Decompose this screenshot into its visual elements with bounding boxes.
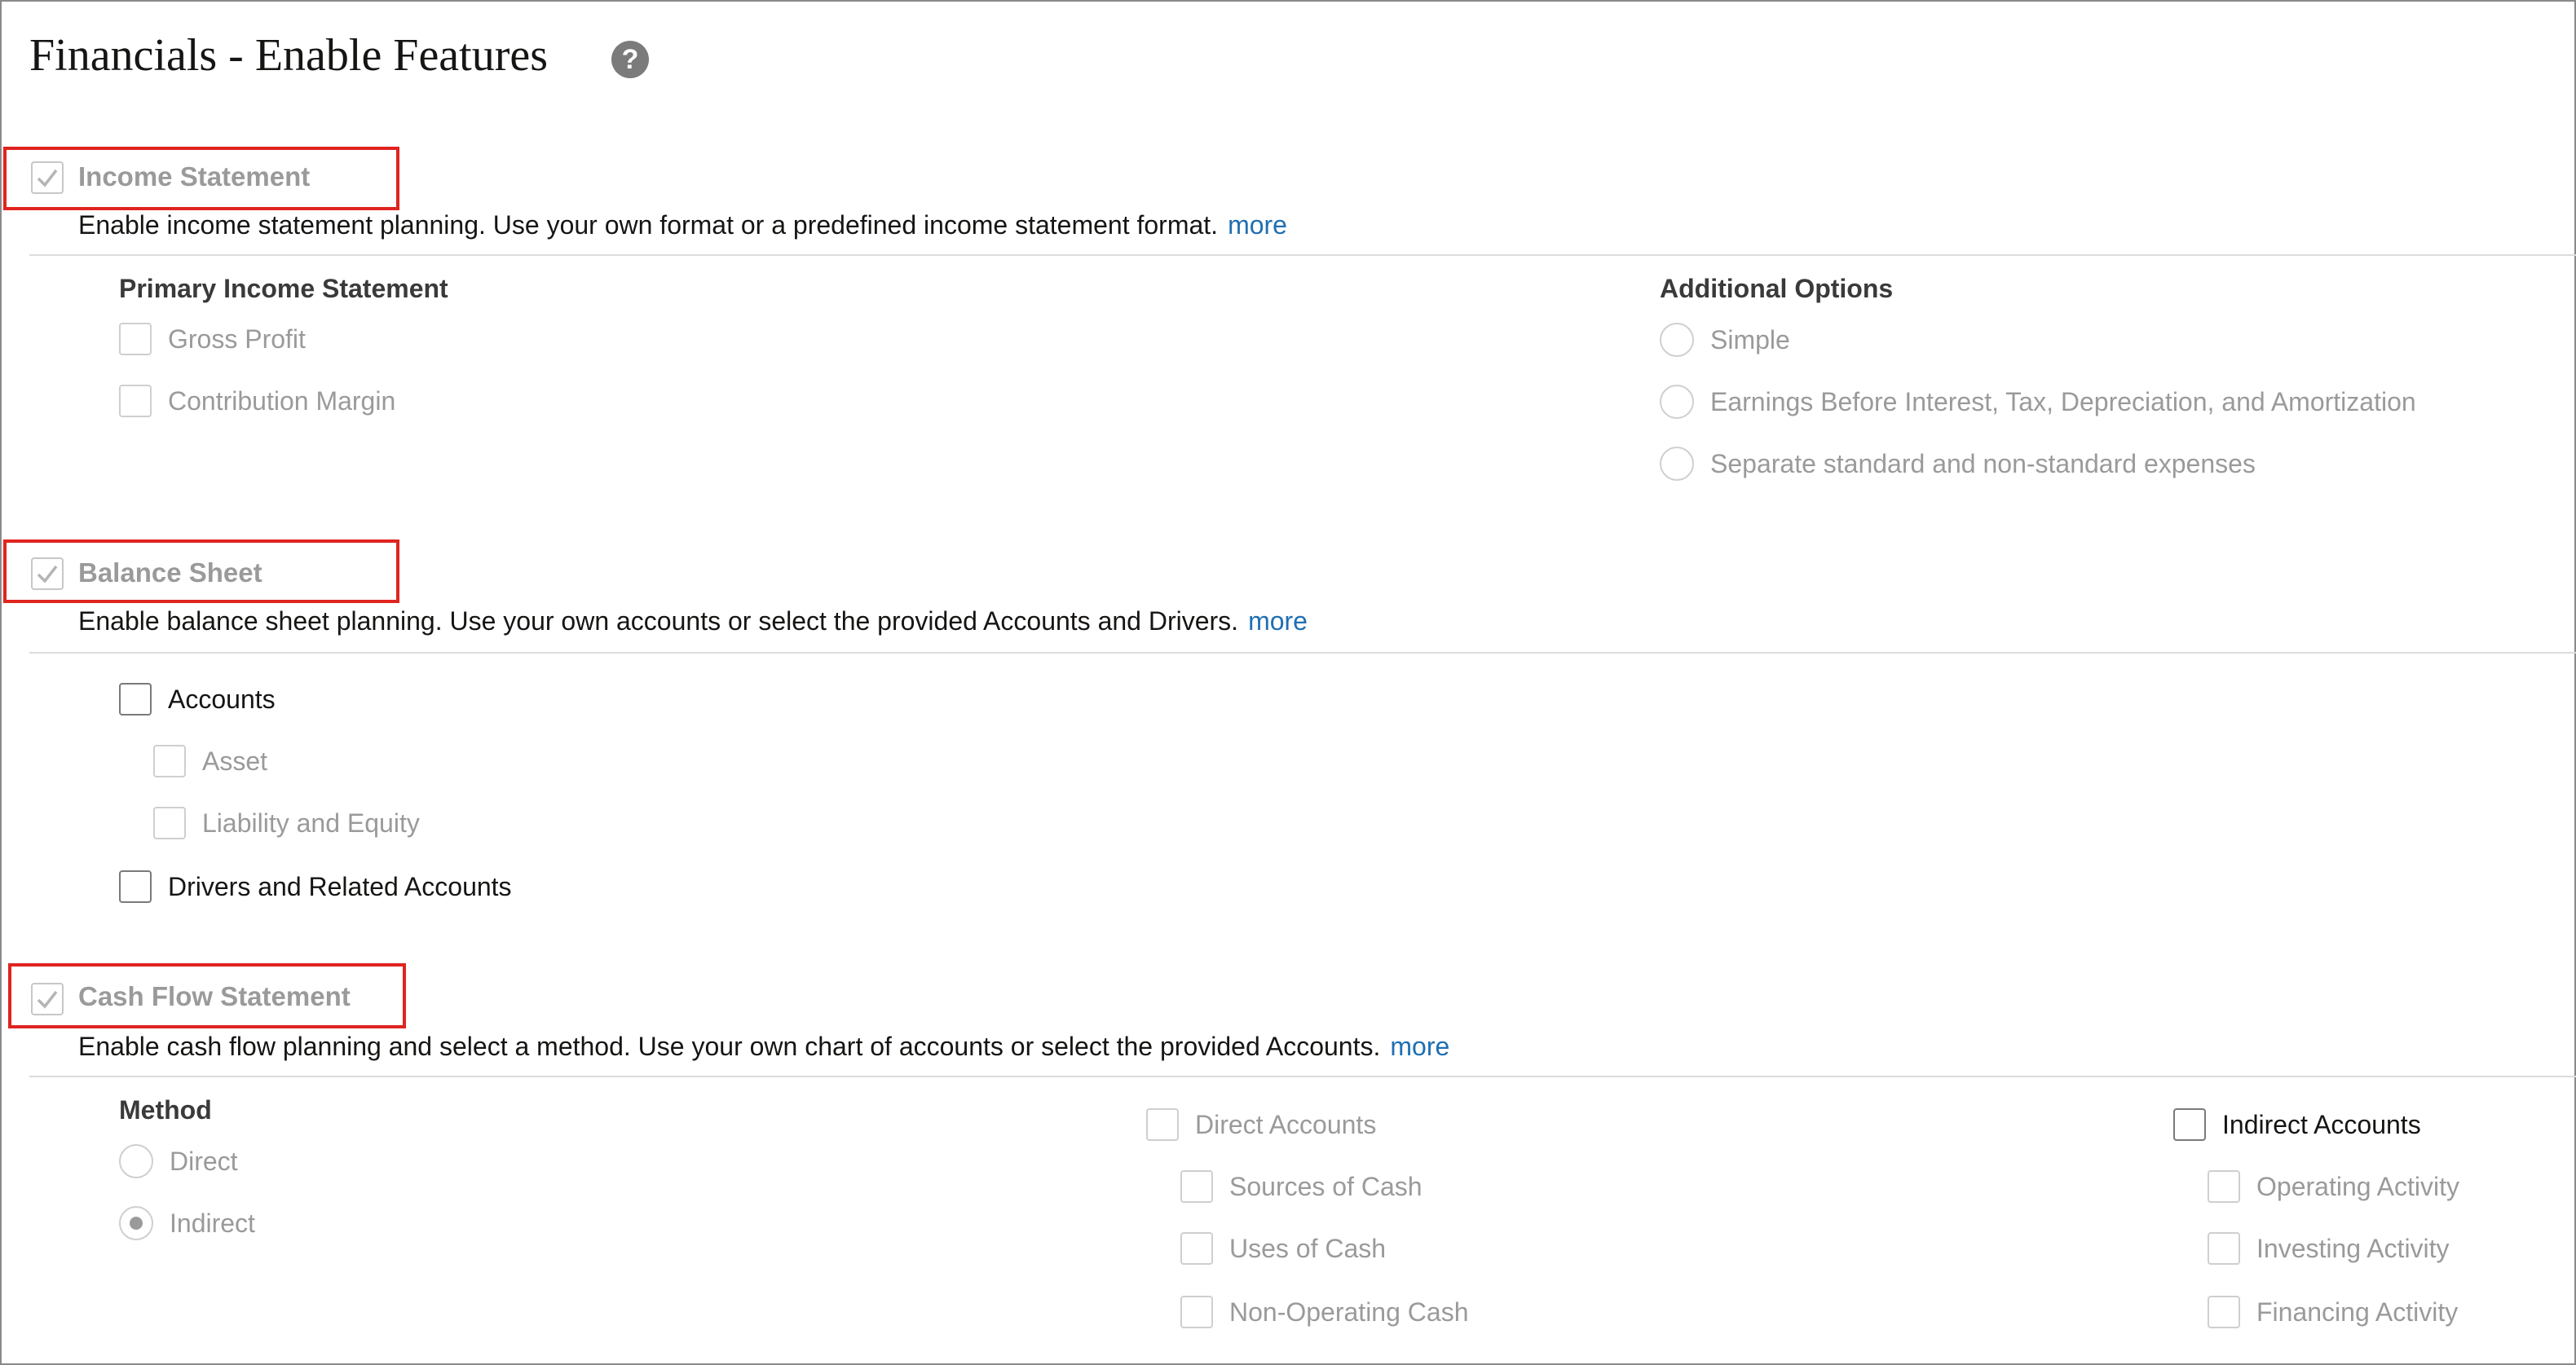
gross-profit-label: Gross Profit bbox=[168, 324, 306, 354]
additional-options-heading: Additional Options bbox=[1660, 274, 1894, 303]
cash-flow-checkbox[interactable] bbox=[31, 983, 64, 1015]
operating-activity-option[interactable] bbox=[2208, 1170, 2459, 1203]
indirect-method-option[interactable] bbox=[119, 1206, 255, 1240]
financing-activity-checkbox[interactable] bbox=[2208, 1296, 2240, 1328]
balance-sheet-checkbox[interactable] bbox=[31, 557, 64, 590]
balance-sheet-description bbox=[78, 606, 1308, 636]
income-divider bbox=[29, 254, 2576, 256]
accounts-label: Accounts bbox=[168, 684, 276, 714]
income-more-link[interactable]: more bbox=[1228, 210, 1287, 240]
help-icon[interactable]: ? bbox=[611, 41, 649, 78]
cash-flow-label: Cash Flow Statement bbox=[78, 981, 351, 1011]
ebitda-radio[interactable] bbox=[1660, 385, 1694, 419]
investing-activity-checkbox[interactable] bbox=[2208, 1232, 2240, 1265]
simple-radio[interactable] bbox=[1660, 323, 1694, 357]
checkmark-icon bbox=[36, 988, 59, 1011]
simple-label: Simple bbox=[1710, 324, 1790, 354]
method-heading: Method bbox=[119, 1095, 212, 1125]
uses-of-cash-label: Uses of Cash bbox=[1229, 1233, 1387, 1263]
contribution-margin-option[interactable] bbox=[119, 385, 395, 417]
direct-accounts-label: Direct Accounts bbox=[1195, 1109, 1377, 1139]
simple-option[interactable] bbox=[1660, 323, 1790, 357]
uses-of-cash-checkbox[interactable] bbox=[1180, 1232, 1213, 1265]
cash-flow-description bbox=[78, 1032, 1449, 1062]
income-statement-description bbox=[78, 210, 1287, 240]
income-statement-checkbox[interactable] bbox=[31, 161, 64, 194]
sources-of-cash-checkbox[interactable] bbox=[1180, 1170, 1213, 1203]
liability-equity-option[interactable] bbox=[153, 807, 420, 839]
investing-activity-label: Investing Activity bbox=[2256, 1233, 2450, 1263]
income-description-text: Enable income statement planning. Use your own format or a predefined income statement format. bbox=[78, 210, 1219, 240]
balance-more-link[interactable]: more bbox=[1248, 606, 1308, 636]
income-statement-label: Income Statement bbox=[78, 161, 311, 192]
gross-profit-checkbox[interactable] bbox=[119, 323, 152, 355]
indirect-label: Indirect bbox=[170, 1208, 255, 1238]
financing-activity-option[interactable] bbox=[2208, 1296, 2458, 1328]
non-operating-cash-label: Non-Operating Cash bbox=[1229, 1297, 1469, 1327]
cashflow-divider bbox=[29, 1076, 2576, 1077]
page-title: Financials - Enable Features bbox=[29, 30, 549, 81]
operating-activity-label: Operating Activity bbox=[2256, 1171, 2459, 1201]
contribution-margin-checkbox[interactable] bbox=[119, 385, 152, 417]
accounts-checkbox[interactable] bbox=[119, 683, 152, 716]
primary-income-heading: Primary Income Statement bbox=[119, 274, 448, 303]
drivers-label: Drivers and Related Accounts bbox=[168, 871, 512, 901]
drivers-option[interactable] bbox=[119, 870, 512, 903]
sources-of-cash-option[interactable] bbox=[1180, 1170, 1423, 1203]
direct-label: Direct bbox=[170, 1146, 238, 1176]
checkmark-icon bbox=[36, 562, 59, 585]
gross-profit-option[interactable] bbox=[119, 323, 306, 355]
direct-accounts-checkbox[interactable] bbox=[1146, 1108, 1179, 1141]
accounts-option[interactable] bbox=[119, 683, 276, 716]
financing-activity-label: Financing Activity bbox=[2256, 1297, 2459, 1327]
drivers-checkbox[interactable] bbox=[119, 870, 152, 903]
direct-method-option[interactable] bbox=[119, 1144, 238, 1178]
liability-equity-label: Liability and Equity bbox=[202, 808, 420, 838]
sources-of-cash-label: Sources of Cash bbox=[1229, 1171, 1423, 1201]
asset-checkbox[interactable] bbox=[153, 745, 186, 777]
ebitda-label: Earnings Before Interest, Tax, Depreciation, and Amortization bbox=[1710, 386, 2416, 416]
asset-option[interactable] bbox=[153, 745, 267, 777]
separate-expenses-radio[interactable] bbox=[1660, 447, 1694, 481]
balance-sheet-label: Balance Sheet bbox=[78, 557, 262, 588]
indirect-accounts-label: Indirect Accounts bbox=[2222, 1109, 2421, 1139]
operating-activity-checkbox[interactable] bbox=[2208, 1170, 2240, 1203]
balance-description-text: Enable balance sheet planning. Use your own accounts or select the provided Accounts and Drivers. bbox=[78, 606, 1239, 636]
separate-expenses-option[interactable] bbox=[1660, 447, 2256, 481]
cashflow-description-text: Enable cash flow planning and select a method. Use your own chart of accounts or select the provided Accounts. bbox=[78, 1032, 1381, 1061]
indirect-accounts-option[interactable] bbox=[2173, 1108, 2421, 1141]
indirect-radio[interactable] bbox=[119, 1206, 153, 1240]
investing-activity-option[interactable] bbox=[2208, 1232, 2450, 1265]
direct-radio[interactable] bbox=[119, 1144, 153, 1178]
non-operating-cash-option[interactable] bbox=[1180, 1296, 1468, 1328]
checkmark-icon bbox=[36, 166, 59, 189]
direct-accounts-option[interactable] bbox=[1146, 1108, 1376, 1141]
indirect-accounts-checkbox[interactable] bbox=[2173, 1108, 2206, 1141]
contribution-margin-label: Contribution Margin bbox=[168, 385, 396, 416]
liability-equity-checkbox[interactable] bbox=[153, 807, 186, 839]
ebitda-option[interactable] bbox=[1660, 385, 2416, 419]
non-operating-cash-checkbox[interactable] bbox=[1180, 1296, 1213, 1328]
balance-divider bbox=[29, 652, 2576, 654]
asset-label: Asset bbox=[202, 746, 268, 776]
uses-of-cash-option[interactable] bbox=[1180, 1232, 1386, 1265]
separate-expenses-label: Separate standard and non-standard expenses bbox=[1710, 448, 2256, 478]
cashflow-more-link[interactable]: more bbox=[1390, 1032, 1450, 1061]
